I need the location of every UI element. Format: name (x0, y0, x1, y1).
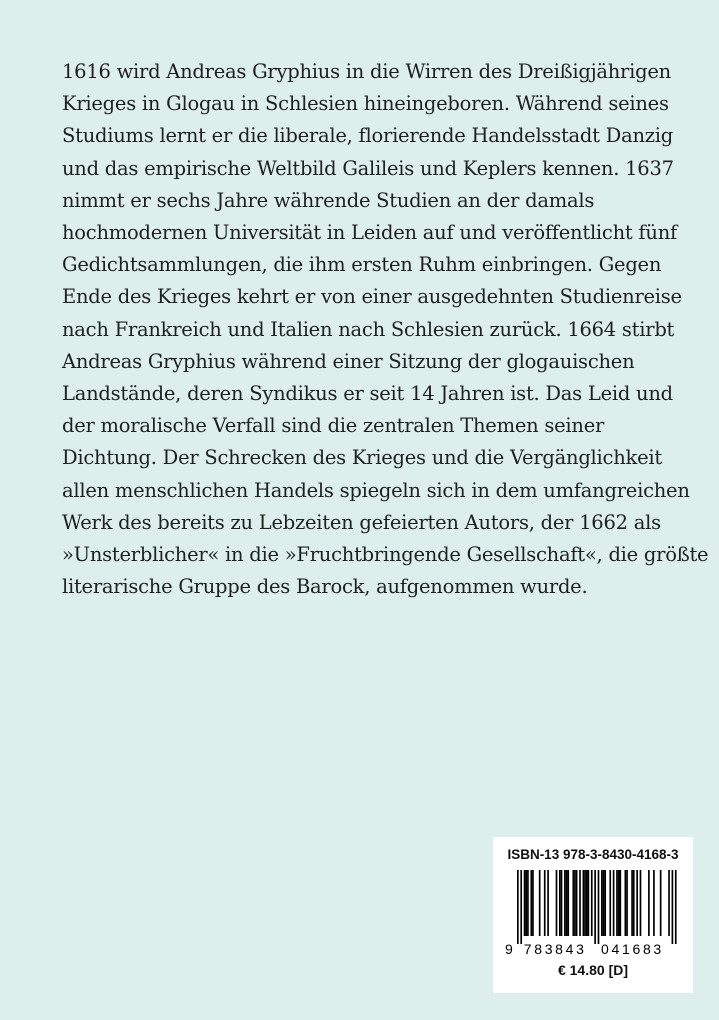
barcode-bar (583, 870, 585, 936)
barcode-digits: 9 (505, 941, 513, 957)
barcode-bar (603, 870, 605, 936)
barcode-bar (631, 870, 633, 936)
blurb-line: Krieges in Glogau in Schlesien hineingeboren. Während seines (62, 92, 669, 116)
barcode-bar (520, 870, 522, 944)
blurb-line: Dichtung. Der Schrecken des Krieges und die Vergänglichkeit (62, 446, 662, 470)
barcode-bar (619, 870, 621, 936)
barcode-bar (640, 870, 642, 936)
barcode-bar (598, 870, 600, 944)
barcode-bar (574, 870, 576, 936)
barcode-digits: 783843 (523, 941, 587, 957)
barcode-bar (636, 870, 638, 936)
barcode-bar (527, 870, 529, 936)
blurb-line: nach Frankreich und Italien nach Schlesien zurück. 1664 stirbt (62, 317, 675, 341)
barcode-bar (660, 870, 662, 936)
barcode-bar (588, 870, 590, 936)
price-tag: € 14.80 [D] (557, 962, 629, 978)
barcode-bar (567, 870, 569, 936)
blurb-line: nimmt er sechs Jahre währende Studien an der damals (62, 188, 595, 212)
barcode-bar (539, 870, 541, 936)
barcode-bar (586, 870, 588, 936)
barcode-bar (576, 870, 578, 936)
back-cover-blurb (62, 56, 709, 603)
barcode-bar (613, 870, 615, 936)
barcode-bar (547, 870, 549, 936)
blurb-line: literarische Gruppe des Barock, aufgenommen wurde. (62, 575, 588, 599)
barcode-bar (618, 870, 620, 936)
barcode-bar (525, 870, 527, 936)
barcode-bar (579, 870, 581, 936)
barcode-bar (517, 870, 519, 944)
blurb-line: Landstände, deren Syndikus er seit 14 Jahren ist. Das Leid und (62, 382, 673, 406)
barcode-digits: 041683 (601, 941, 664, 957)
barcode-bar (609, 870, 611, 936)
ean13-barcode (503, 870, 683, 958)
barcode-bar (633, 870, 635, 936)
barcode-bar (675, 870, 677, 944)
barcode-bar (625, 870, 627, 936)
barcode-bar (626, 870, 628, 936)
barcode-bar (616, 870, 618, 936)
barcode-bar (559, 870, 561, 936)
blurb-line: der moralische Verfall sind die zentralen Themen seiner (62, 414, 605, 438)
blurb-line: Studiums lernt er die liberale, florierende Handelsstadt Danzig (62, 124, 673, 148)
barcode-bar (544, 870, 546, 936)
blurb-line: allen menschlichen Handels spiegeln sich in dem umfangreichen (62, 478, 690, 502)
barcode-bar (668, 870, 670, 936)
barcode-bar (672, 870, 674, 944)
barcode-bar (566, 870, 568, 936)
barcode-bar (653, 870, 655, 936)
barcode-bar (556, 870, 558, 936)
blurb-line: Andreas Gryphius während einer Sitzung der glogauischen (62, 349, 635, 373)
barcode-bar (564, 870, 566, 936)
barcode-bar (572, 870, 574, 936)
barcode-bar (591, 870, 593, 936)
barcode-bar (524, 870, 526, 936)
barcode-bar (601, 870, 603, 936)
barcode-bar (532, 870, 534, 936)
barcode-label (493, 837, 693, 993)
barcode-bar (530, 870, 532, 936)
blurb-line: 1616 wird Andreas Gryphius in die Wirren des Dreißigjährigen (62, 60, 671, 83)
barcode-bar (594, 870, 596, 944)
barcode-bar (561, 870, 563, 936)
blurb-line: Ende des Krieges kehrt er von einer ausgedehnten Studienreise (62, 285, 682, 309)
blurb-line: hochmodernen Universität in Leiden auf und veröffentlicht fünf (62, 221, 677, 245)
barcode-bar (584, 870, 586, 936)
isbn-number: ISBN-13 978-3-8430-4168-3 (507, 847, 679, 862)
blurb-line: »Unsterblicher« in die »Fruchtbringende Gesellschaft«, die größte (62, 543, 709, 567)
barcode-bar (648, 870, 650, 936)
blurb-line: Werk des bereits zu Lebzeiten gefeierten Autors, der 1662 als (62, 510, 661, 534)
blurb-line: und das empirische Weltbild Galileis und Keplers kennen. 1637 (62, 156, 674, 180)
barcode-bar (604, 870, 606, 936)
blurb-line: Gedichtsammlungen, die ihm ersten Ruhm einbringen. Gegen (62, 253, 662, 277)
